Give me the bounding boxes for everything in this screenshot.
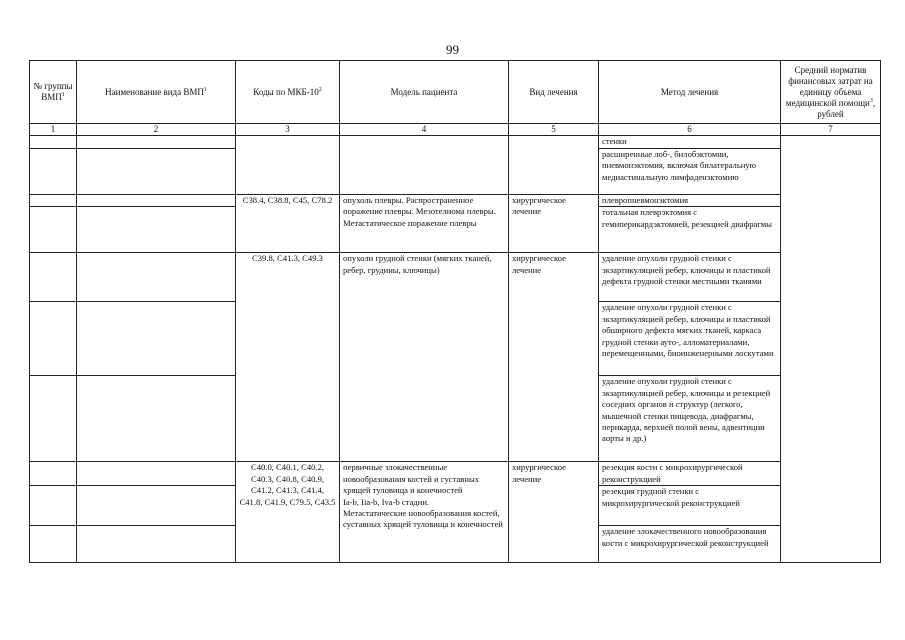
icd-codes-cell: C38.4, C38.8, C45, C78.2 [236, 195, 340, 253]
method-cell: тотальная плеврэктомия с гемиперикардэктомией, резекцией диафрагмы [599, 207, 781, 253]
column-number: 4 [340, 124, 509, 136]
table-row [30, 136, 881, 149]
header-cost-norm: Средний норматив финансовых затрат на единицу объема медицинской помощи$^3$, рублей [781, 61, 881, 124]
cost-cell [781, 136, 881, 563]
icd-codes-cell: C39.8, C41.3, C49.3 [236, 253, 340, 462]
header-treatment-type: Вид лечения [509, 61, 599, 124]
header-row [30, 61, 881, 124]
method-cell: удаление опухоли грудной стенки с экзартикуляцией ребер, ключицы и резекцией соседних органов и структур (легкого, мышечной стенки пищевода, диафрагмы, перикарда, верхней полой вены, адвентиции аорты и др.) [599, 376, 781, 462]
patient-model-text: Метастатические новообразования костей, суставных хрящей туловища и конечностей [343, 508, 503, 530]
patient-model-cell [340, 462, 509, 563]
patient-model-cell: опухоли грудной стенки (мягких тканей, ребер, грудины, ключицы) [340, 253, 509, 462]
treatment-type-cell: хирургическое лечение [509, 253, 599, 462]
column-number: 3 [236, 124, 340, 136]
header-vmp-name: Наименование вида ВМП$^1$ [77, 61, 236, 124]
vmp-table [29, 60, 881, 563]
header-patient-model: Модель пациента [340, 61, 509, 124]
method-cell: резекция грудной стенки с микрохирургической реконструкцией [599, 486, 781, 526]
page-number: 99 [446, 42, 459, 57]
icd-codes-cell: C40.0, C40.1, C40.2, C40.3, C40.8, C40.9, C41.2, C41.3, C41.4, C41.8, C41.9, C79.5, C43.5 [236, 462, 340, 563]
header-treatment-method: Метод лечения [599, 61, 781, 124]
column-number-row [30, 124, 881, 136]
column-number: 1 [30, 124, 77, 136]
table-row [30, 195, 881, 207]
column-number: 7 [781, 124, 881, 136]
column-number: 2 [77, 124, 236, 136]
method-cell: удаление злокачественного новообразования кости с микрохирургической реконструкцией [599, 526, 781, 563]
column-number: 6 [599, 124, 781, 136]
method-cell: удаление опухоли грудной стенки с экзартикуляцией ребер, ключицы и пластикой обширного дефекта мягких тканей, каркаса грудной стенки ауто-, алломатериалами, перемещенными, биоинженерными лоскутами [599, 302, 781, 376]
method-cell: удаление опухоли грудной стенки с экзартикуляцией ребер, ключицы и пластикой дефекта грудной стенки местными тканями [599, 253, 781, 302]
method-cell: стенки [599, 136, 781, 149]
patient-model-text: первичные злокачественные новообразования костей и суставных хрящей туловища и конечностей [343, 462, 480, 496]
header-icd-codes: Коды по МКБ-$10^2$ [236, 61, 340, 124]
table-row [30, 462, 881, 486]
header-group-number: № группы ВМП$^1$ [30, 61, 77, 124]
treatment-type-cell: хирургическое лечение [509, 462, 599, 563]
method-cell: расширенные лоб-, билобэктомии, пневмонэктомия, включая билатеральную медиастинальную лимфаденэктомию [599, 149, 781, 195]
patient-model-cell: опухоль плевры. Распространенное поражение плевры. Мезотелиома плевры. Метастатическое поражение плевры [340, 195, 509, 253]
column-number: 5 [509, 124, 599, 136]
table-row [30, 253, 881, 302]
patient-model-stage: Ia-b, Iia-b, Iva-b стадии. [343, 496, 430, 507]
method-cell: резекция кости с микрохирургической реконструкцией [599, 462, 781, 486]
method-cell: плевропневмонэктомия [599, 195, 781, 207]
treatment-type-cell: хирургическое лечение [509, 195, 599, 253]
